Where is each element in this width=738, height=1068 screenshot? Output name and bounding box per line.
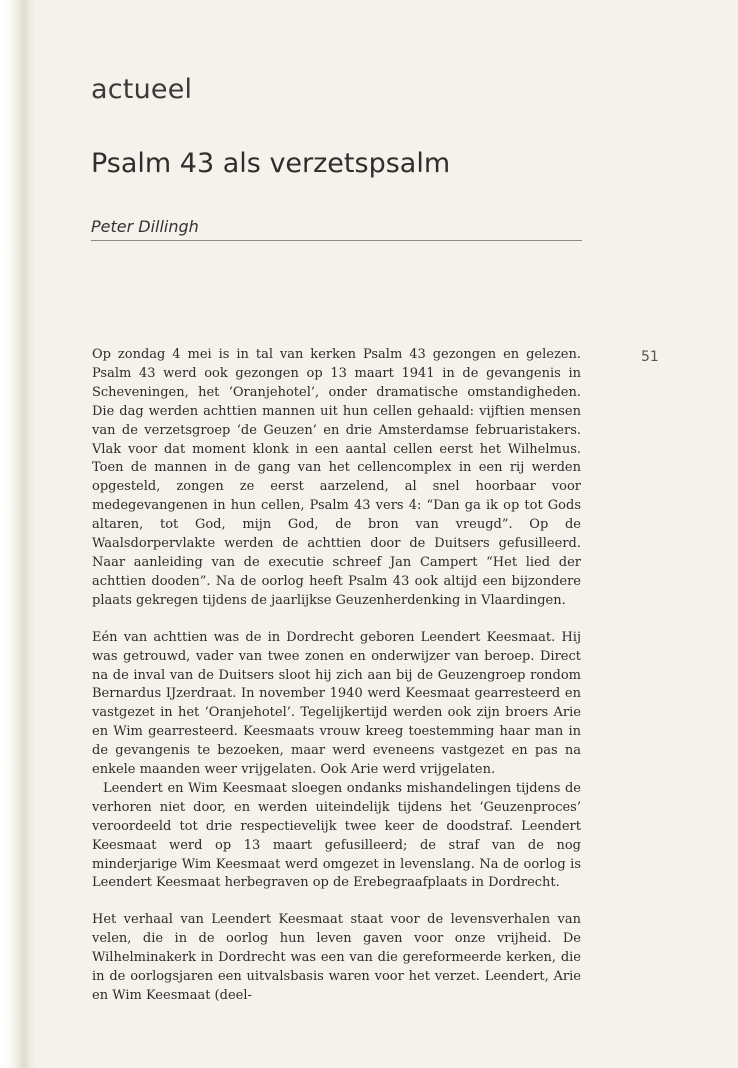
paragraph-2: Eén van achttien was de in Dordrecht geboren Leendert Keesmaat. Hij was getrouwd, vader van twee zonen en onderwijzer van beroep. Direct na de inval van de Duitsers sloot hij zich aan bij de Geuzengroep rondom Bernardus IJzerdraat. In november 1940 werd Keesmaat gearresteerd en vastgezet in het ‘Oranjehotel’. Tegelijkertijd werden ook zijn broers Arie en Wim gearresteerd. Keesmaats vrouw kreeg toestemming haar man in de gevangenis te bezoeken, maar werd eveneens vastgezet en pas na enkele maanden weer vrijgelaten. Ook Arie werd vrijgelaten. bbox=[92, 629, 581, 778]
author-divider bbox=[91, 240, 582, 241]
article-title: Psalm 43 als verzetspsalm bbox=[91, 148, 451, 179]
paragraph-3: Leendert en Wim Keesmaat sloegen ondanks mishandelingen tijdens de verhoren niet door, en werden uiteindelijk tijdens het ‘Geuzenproces’ veroordeeld tot drie respectievelijk twee keer de doodstraf. Leendert Keesmaat werd op 13 maart gefusilleerd; de straf van de nog minderjarige Wim Keesmaat werd omgezet in levenslang. Na de oorlog is Leendert Keesmaat herbegraven op de Erebegraafplaats in Dordrecht. bbox=[92, 780, 581, 891]
author-name: Peter Dillingh bbox=[91, 217, 199, 236]
article-body bbox=[92, 346, 581, 1006]
paragraph-4: Het verhaal van Leendert Keesmaat staat voor de levensverhalen van velen, die in de oorlog hun leven gaven voor onze vrijheid. De Wilhelminakerk in Dordrecht was een van die gereformeerde kerken, die in de oorlogsjaren een uitvalsbasis waren voor het verzet. Leendert, Arie en Wim Keesmaat (deel- bbox=[92, 912, 581, 1003]
book-spine-shadow bbox=[0, 0, 36, 1068]
section-label: actueel bbox=[91, 74, 193, 105]
page-number: 51 bbox=[641, 349, 659, 365]
paragraph-1: Op zondag 4 mei is in tal van kerken Psalm 43 gezongen en gelezen. Psalm 43 werd ook gezongen op 13 maart 1941 in de gevangenis in Scheveningen, het ‘Oranjehotel’, onder dramatische omstandigheden. Die dag werden achttien mannen uit hun cellen gehaald: vijftien mensen van de verzetsgroep ‘de Geuzen’ en drie Amsterdamse februaristakers. Vlak voor dat moment klonk in een aantal cellen eerst het Wilhelmus. Toen de mannen in de gang van het cellencomplex in een rij werden opgesteld, zongen ze eerst aarzelend, al snel hoorbaar voor medegevangenen in hun cellen, Psalm 43 vers 4: “Dan ga ik op tot Gods altaren, tot God, mijn God, de bron van vreugd”. Op de Waalsdorpervlakte werden de achttien door de Duitsers gefusilleerd. Naar aanleiding van de executie schreef Jan Campert “Het lied der achttien dooden”. Na de oorlog heeft Psalm 43 ook altijd een bijzondere plaats gekregen tijdens de jaarlijkse Geuzenherdenking in Vlaardingen. bbox=[92, 347, 581, 608]
